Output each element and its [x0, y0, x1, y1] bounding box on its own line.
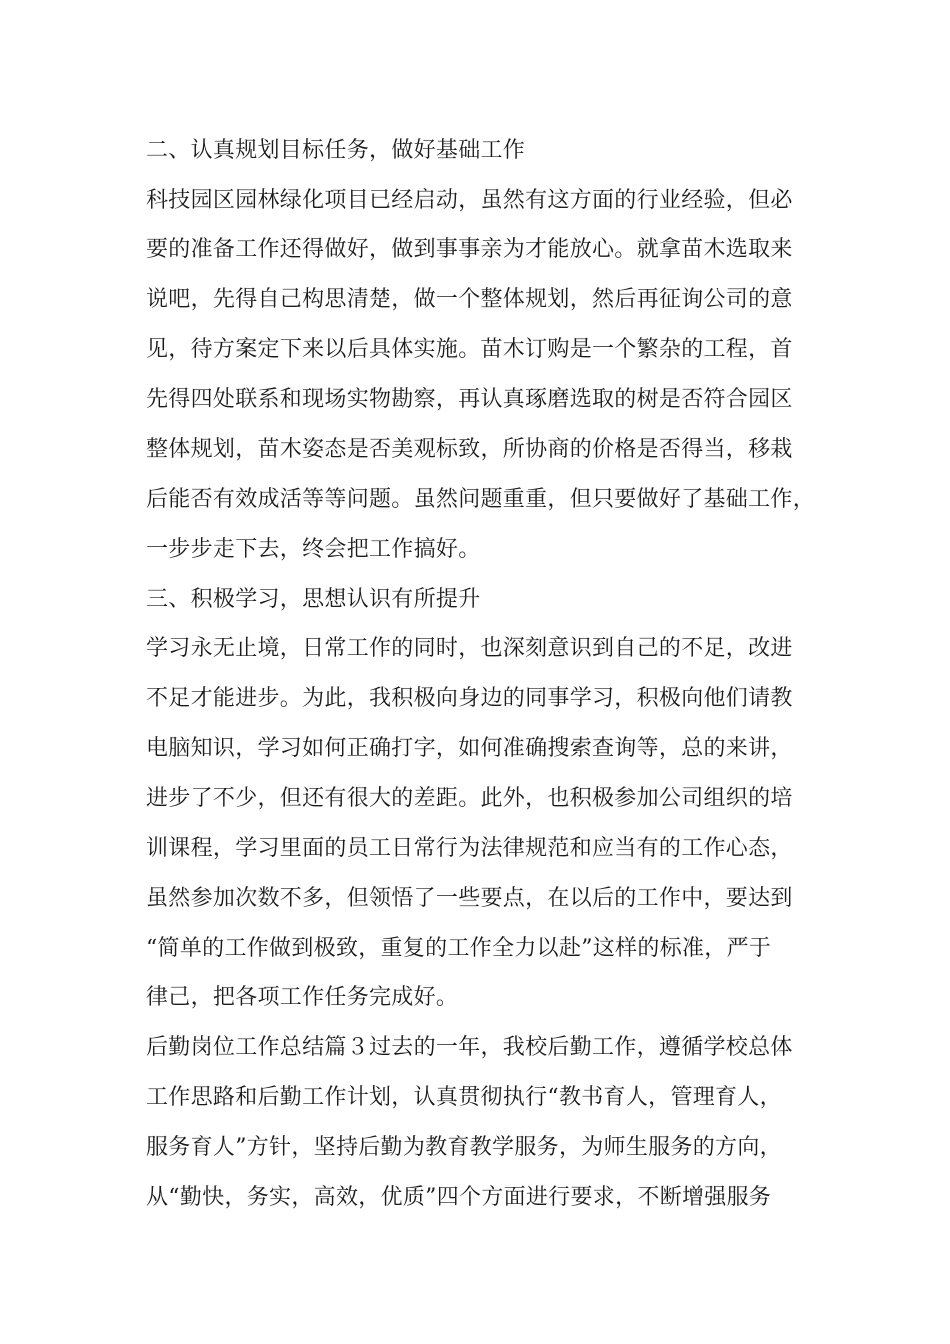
paragraph-line: 进步了不少，但还有很大的差距。此外，也积极参加公司组织的培	[146, 786, 793, 811]
paragraph-line: 后勤岗位工作总结篇３过去的一年，我校后勤工作，遵循学校总体	[146, 1035, 793, 1060]
paragraph-line: 见，待方案定下来以后具体实施。苗木订购是一个繁杂的工程，首	[146, 337, 793, 362]
paragraph-line: 服务育人”方针，坚持后勤为教育教学服务，为师生服务的方向，	[146, 1135, 782, 1160]
paragraph-line: 电脑知识，学习如何正确打字，如何准确搜索查询等，总的来讲，	[146, 736, 793, 761]
paragraph-line: 一步步走下去，终会把工作搞好。	[146, 537, 481, 562]
paragraph-line: 从“勤快，务实，高效，优质”四个方面进行要求，不断增强服务	[146, 1185, 772, 1210]
paragraph-line: 工作思路和后勤工作计划，认真贯彻执行“教书育人，管理育人，	[146, 1085, 782, 1110]
paragraph-line: 后能否有效成活等等问题。虽然问题重重，但只要做好了基础工作，	[146, 487, 816, 512]
section-heading: 二、认真规划目标任务，做好基础工作	[146, 138, 526, 163]
paragraph-line: 训课程，学习里面的员工日常行为法律规范和应当有的工作心态，	[146, 836, 793, 861]
paragraph-line: 虽然参加次数不多，但领悟了一些要点，在以后的工作中，要达到	[146, 886, 793, 911]
section-heading: 三、积极学习，思想认识有所提升	[146, 587, 481, 612]
paragraph-line: 先得四处联系和现场实物勘察，再认真琢磨选取的树是否符合园区	[146, 387, 793, 412]
paragraph-line: 说吧，先得自己构思清楚，做一个整体规划，然后再征询公司的意	[146, 287, 793, 312]
paragraph-line: 律己，把各项工作任务完成好。	[146, 985, 459, 1010]
paragraph-line: 要的准备工作还得做好，做到事事亲为才能放心。就拿苗木选取来	[146, 237, 793, 262]
paragraph-line: 整体规划，苗木姿态是否美观标致，所协商的价格是否得当，移栽	[146, 437, 793, 462]
paragraph-line: 科技园区园林绿化项目已经启动，虽然有这方面的行业经验，但必	[146, 188, 793, 213]
paragraph-line: 不足才能进步。为此，我积极向身边的同事学习，积极向他们请教	[146, 686, 793, 711]
paragraph-line: “简单的工作做到极致，重复的工作全力以赴”这样的标准，严于	[146, 936, 772, 961]
paragraph-line: 学习永无止境，日常工作的同时，也深刻意识到自己的不足，改进	[146, 636, 793, 661]
